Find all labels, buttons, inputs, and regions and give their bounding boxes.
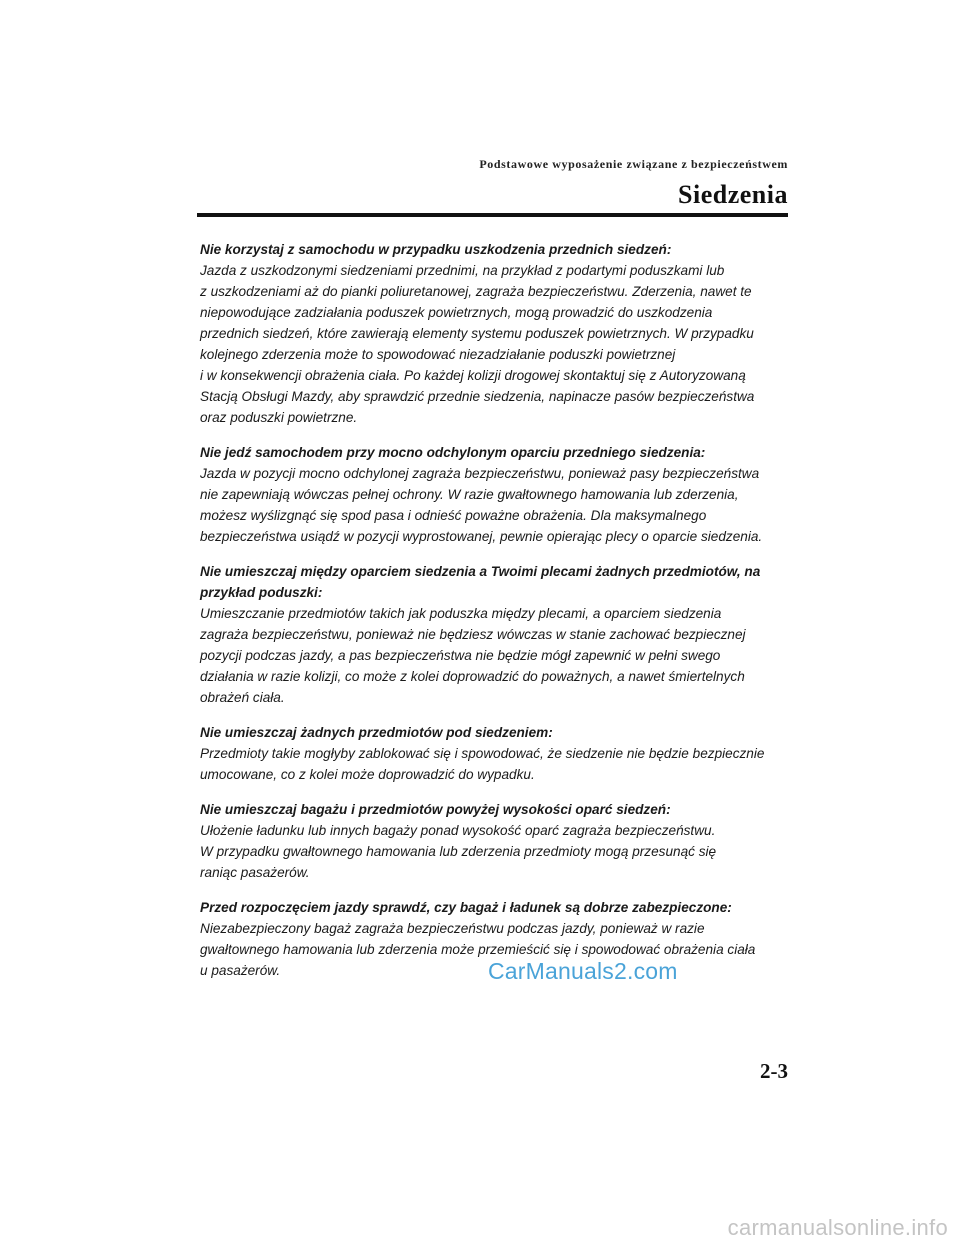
footer-watermark: carmanualsonline.info	[727, 1215, 948, 1240]
warning-block	[200, 239, 785, 428]
page-number: 2-3	[760, 1059, 788, 1083]
warning-text-line: W przypadku gwałtownego hamowania lub zderzenia przedmioty mogą przesunąć się	[200, 844, 717, 859]
warning-text-line: Niezabezpieczony bagaż zagraża bezpieczeństwu podczas jazdy, ponieważ w razie	[200, 921, 705, 936]
warning-text-line: przednich siedzeń, które zawierają elementy systemu poduszek powietrznych. W przypadku	[200, 326, 754, 341]
header-divider	[197, 213, 788, 217]
warning-heading: Nie korzystaj z samochodu w przypadku uszkodzenia przednich siedzeń:	[200, 242, 672, 257]
section-title: Podstawowe wyposażenie związane z bezpieczeństwem	[479, 157, 788, 171]
warning-text-line: z uszkodzeniami aż do pianki poliuretanowej, zagraża bezpieczeństwu. Zderzenia, nawet te	[200, 284, 752, 299]
warnings-body	[200, 239, 785, 995]
warning-text-line: Umieszczanie przedmiotów takich jak poduszka między plecami, a oparciem siedzenia	[200, 606, 722, 621]
warning-text-line: Stacją Obsługi Mazdy, aby sprawdzić przednie siedzenia, napinacze pasów bezpieczeństwa	[200, 389, 755, 404]
warning-text-line: u pasażerów.	[200, 963, 281, 978]
warning-heading: Nie umieszczaj między oparciem siedzenia a Twoimi plecami żadnych przedmiotów, na przykład poduszki:	[200, 564, 761, 600]
warning-text-line: Przedmioty takie mogłyby zablokować się i spowodować, że siedzenie nie będzie bezpiecznie	[200, 746, 765, 761]
warning-block	[200, 442, 785, 547]
warning-heading: Nie jedź samochodem przy mocno odchylonym oparciu przedniego siedzenia:	[200, 445, 706, 460]
warning-text-line: pozycji podczas jazdy, a pas bezpieczeństwa nie będzie mógł zapewnić w pełni swego	[200, 648, 721, 663]
warning-heading: Nie umieszczaj bagażu i przedmiotów powyżej wysokości oparć siedzeń:	[200, 802, 671, 817]
warning-block	[200, 799, 785, 883]
warning-heading: Przed rozpoczęciem jazdy sprawdź, czy bagaż i ładunek są dobrze zabezpieczone:	[200, 900, 732, 915]
warning-block	[200, 561, 785, 708]
warning-text-line: obrażeń ciała.	[200, 690, 285, 705]
warning-text-line: kolejnego zderzenia może to spowodować niezadziałanie poduszki powietrznej	[200, 347, 676, 362]
warning-text-line: możesz wyślizgnąć się spod pasa i odnieść poważne obrażenia. Dla maksymalnego	[200, 508, 707, 523]
warning-text-line: Jazda w pozycji mocno odchylonej zagraża bezpieczeństwu, ponieważ pasy bezpieczeństwa	[200, 466, 760, 481]
warning-text-line: Jazda z uszkodzonymi siedzeniami przednimi, na przykład z podartymi poduszkami lub	[200, 263, 725, 278]
warning-text-line: umocowane, co z kolei może doprowadzić do wypadku.	[200, 767, 535, 782]
watermark-link[interactable]: CarManuals2.com	[488, 958, 678, 984]
warning-block	[200, 722, 785, 785]
warning-text-line: niepowodujące zadziałania poduszek powietrznych, mogą prowadzić do uszkodzenia	[200, 305, 713, 320]
page-title: Siedzenia	[678, 180, 788, 209]
warning-text-line: działania w razie kolizji, co może z kolei doprowadzić do poważnych, a nawet śmiertelnych	[200, 669, 745, 684]
warning-text-line: gwałtownego hamowania lub zderzenia może przemieścić się i spowodować obrażenia ciała	[200, 942, 756, 957]
warning-text-line: raniąc pasażerów.	[200, 865, 310, 880]
warning-text-line: zagraża bezpieczeństwu, ponieważ nie będziesz wówczas w stanie zachować bezpiecznej	[200, 627, 746, 642]
warning-heading: Nie umieszczaj żadnych przedmiotów pod siedzeniem:	[200, 725, 553, 740]
warning-text-line: bezpieczeństwa usiądź w pozycji wyprostowanej, pewnie opierając plecy o oparcie siedzenia.	[200, 529, 763, 544]
warning-text-line: oraz poduszki powietrzne.	[200, 410, 358, 425]
warning-text-line: i w konsekwencji obrażenia ciała. Po każdej kolizji drogowej skontaktuj się z Autoryzowaną	[200, 368, 746, 383]
warning-text-line: nie zapewniają wówczas pełnej ochrony. W razie gwałtownego hamowania lub zderzenia,	[200, 487, 739, 502]
warning-text-line: Ułożenie ładunku lub innych bagaży ponad wysokość oparć zagraża bezpieczeństwu.	[200, 823, 716, 838]
